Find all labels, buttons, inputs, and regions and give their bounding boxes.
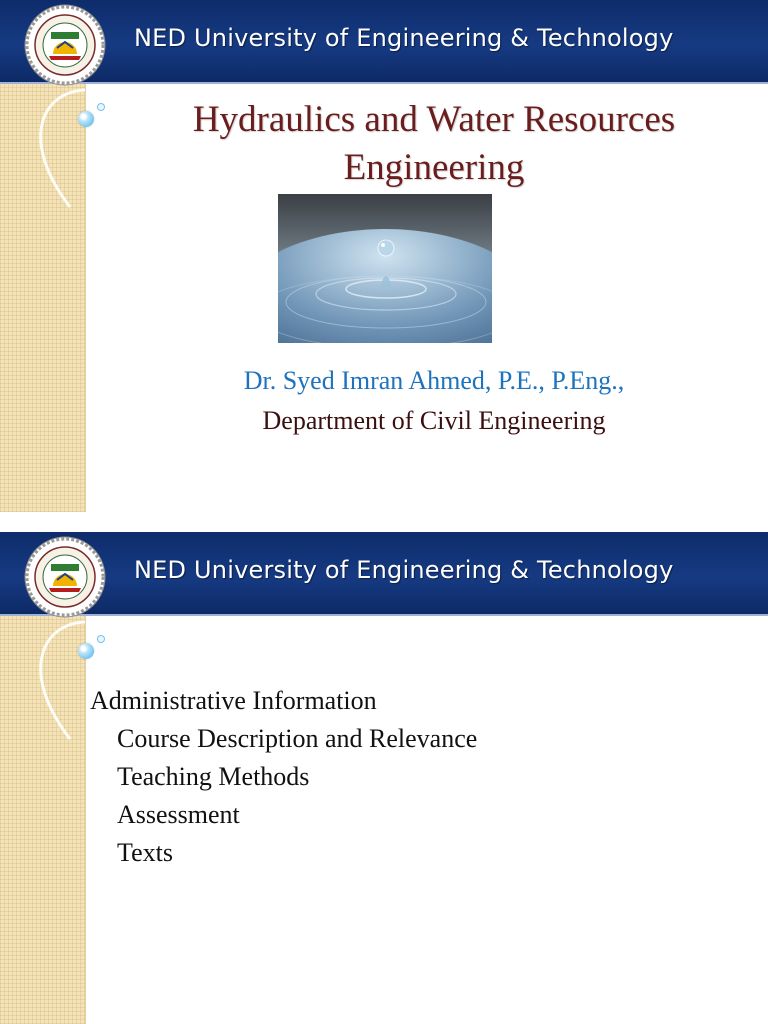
decorative-bubble-small: [97, 635, 105, 643]
outline-item-assessment: Assessment: [117, 800, 240, 829]
university-logo-icon: [24, 536, 106, 618]
decorative-bubble: [78, 111, 94, 127]
header-bar: [0, 532, 768, 616]
decorative-bubble: [78, 643, 94, 659]
title-line-2: Engineering: [343, 147, 525, 188]
outline-item-teaching-methods: Teaching Methods: [117, 762, 310, 791]
outline-item-administrative: Administrative Information: [90, 686, 377, 715]
slide-gap: [0, 512, 768, 532]
university-logo-icon: [24, 4, 106, 86]
outline-item-course-description: Course Description and Relevance: [117, 724, 478, 753]
slide-outline: [0, 532, 768, 1024]
department-name: Department of Civil Engineering: [262, 406, 606, 435]
outline-list: [90, 682, 477, 872]
outline-item-texts: Texts: [117, 838, 173, 867]
water-droplet-image: [278, 194, 492, 343]
decorative-curve: [0, 82, 110, 212]
title-line-1: Hydraulics and Water Resources: [192, 99, 676, 140]
slide-title-text: [100, 96, 768, 192]
author-name: Dr. Syed Imran Ahmed, P.E., P.Eng.,: [243, 366, 625, 395]
university-name: NED University of Engineering & Technology: [134, 556, 674, 584]
university-name: NED University of Engineering & Technology: [134, 24, 674, 52]
header-bar: [0, 0, 768, 84]
